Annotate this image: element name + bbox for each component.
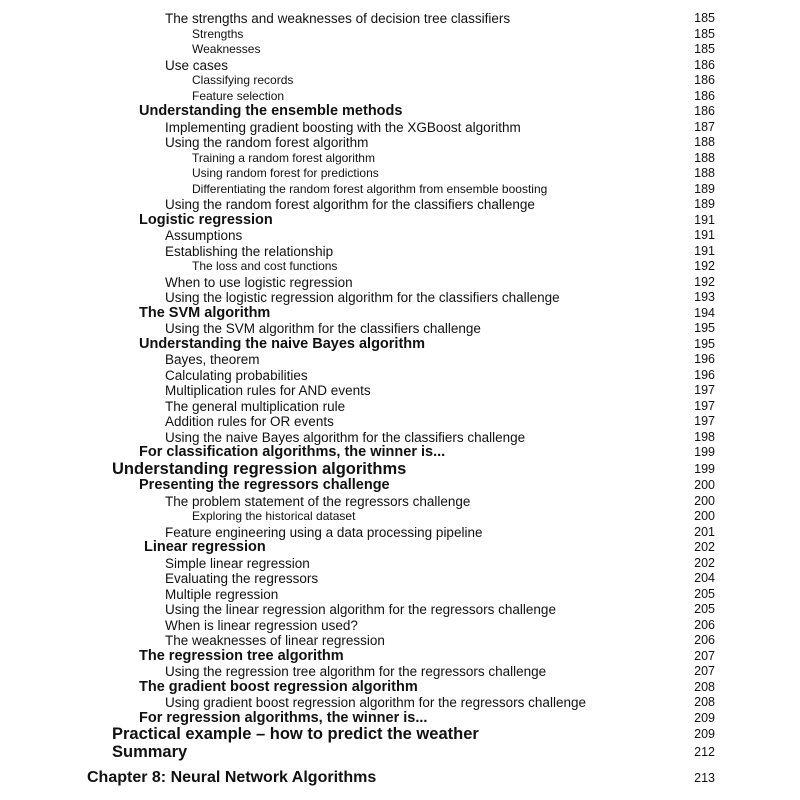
toc-entry-title: Weaknesses [192, 42, 261, 56]
toc-entry-page-number: 208 [694, 679, 715, 694]
toc-entry-page-number: 209 [694, 727, 715, 741]
toc-entry[interactable] [0, 306, 800, 322]
toc-entry-page-number: 189 [694, 197, 715, 211]
toc-entry[interactable] [0, 445, 800, 461]
toc-entry[interactable] [0, 478, 800, 494]
toc-entry-title: The regression tree algorithm [139, 647, 344, 664]
toc-entry[interactable] [0, 368, 800, 384]
toc-entry-page-number: 191 [694, 212, 715, 227]
toc-entry-title: Implementing gradient boosting with the XGBoost algorithm [165, 119, 521, 135]
toc-entry-title: Evaluating the regressors [165, 571, 319, 586]
toc-entry-page-number: 185 [694, 26, 715, 41]
toc-entry[interactable] [0, 27, 800, 43]
toc-entry[interactable] [0, 461, 800, 479]
toc-entry-title: Exploring the historical dataset [192, 509, 356, 523]
toc-entry-title: Multiplication rules for AND events [165, 383, 371, 398]
toc-entry-title: Understanding regression algorithms [112, 459, 407, 478]
toc-entry-page-number: 206 [694, 633, 715, 647]
toc-entry-page-number: 196 [694, 367, 715, 382]
toc-entry-title: Understanding the ensemble methods [139, 103, 403, 119]
toc-entry-page-number: 185 [694, 42, 715, 56]
toc-entry[interactable] [0, 58, 800, 74]
toc-entry-title: Using gradient boost regression algorithm for the regressors challenge [165, 695, 586, 710]
toc-entry-title: Practical example – how to predict the weather [112, 725, 479, 743]
toc-entry[interactable] [0, 228, 800, 244]
toc-entry[interactable] [0, 290, 800, 306]
toc-entry-page-number: 195 [694, 321, 715, 335]
toc-entry[interactable] [0, 120, 800, 136]
toc-entry-page-number: 198 [694, 429, 715, 444]
toc-entry-page-number: 186 [694, 104, 715, 118]
toc-entry-title: Chapter 8: Neural Network Algorithms [87, 769, 377, 786]
toc-entry[interactable] [0, 197, 800, 213]
toc-entry[interactable] [0, 166, 800, 182]
toc-entry[interactable] [0, 135, 800, 151]
toc-entry[interactable] [0, 602, 800, 618]
toc-entry[interactable] [0, 509, 800, 525]
toc-entry-title: Using the random forest algorithm [165, 135, 369, 150]
toc-entry-title: When to use logistic regression [165, 274, 353, 290]
toc-entry-title: Multiple regression [165, 586, 279, 602]
toc-entry[interactable] [0, 73, 800, 89]
toc-entry-page-number: 209 [694, 710, 715, 725]
toc-entry-title: For classification algorithms, the winner is... [139, 444, 446, 460]
toc-entry-page-number: 212 [694, 744, 715, 759]
toc-entry[interactable] [0, 587, 800, 603]
toc-entry-page-number: 200 [694, 493, 715, 508]
toc-entry[interactable] [0, 89, 800, 105]
toc-entry[interactable] [0, 321, 800, 337]
toc-entry[interactable] [0, 618, 800, 634]
toc-entry[interactable] [0, 556, 800, 572]
toc-entry-page-number: 200 [694, 509, 715, 523]
toc-entry-title: Summary [112, 742, 188, 761]
toc-entry-page-number: 191 [694, 243, 715, 258]
toc-entry-page-number: 197 [694, 383, 715, 397]
toc-chapter-entry[interactable] [0, 765, 800, 791]
toc-entry-title: The loss and cost functions [192, 259, 338, 273]
toc-entry-page-number: 191 [694, 228, 715, 242]
toc-entry[interactable] [0, 399, 800, 415]
toc-entry-page-number: 208 [694, 695, 715, 709]
toc-entry[interactable] [0, 540, 800, 556]
toc-entry[interactable] [0, 383, 800, 399]
toc-entry[interactable] [0, 259, 800, 275]
toc-entry[interactable] [0, 42, 800, 58]
toc-entry[interactable] [0, 430, 800, 446]
toc-entry-page-number: 194 [694, 305, 715, 320]
toc-entry-title: For regression algorithms, the winner is... [139, 709, 428, 726]
toc-entry[interactable] [0, 695, 800, 711]
toc-entry-title: Logistic regression [139, 211, 273, 228]
toc-entry[interactable] [0, 744, 800, 762]
toc-entry[interactable] [0, 352, 800, 368]
toc-entry-page-number: 188 [694, 135, 715, 149]
toc-entry-title: The strengths and weaknesses of decision tree classifiers [165, 11, 511, 26]
toc-entry-page-number: 206 [694, 617, 715, 632]
toc-entry-page-number: 186 [694, 57, 715, 72]
toc-entry[interactable] [0, 494, 800, 510]
toc-entry-page-number: 188 [694, 150, 715, 165]
toc-entry-title: Assumptions [165, 228, 243, 243]
toc-entry-title: The general multiplication rule [165, 398, 346, 414]
toc-entry-page-number: 202 [694, 555, 715, 570]
toc-entry-title: Using the naive Bayes algorithm for the classifiers challenge [165, 429, 526, 445]
toc-entry-page-number: 204 [694, 571, 715, 585]
toc-entry-title: Linear regression [144, 539, 266, 555]
toc-entry[interactable] [0, 633, 800, 649]
toc-entry-page-number: 205 [694, 602, 715, 616]
toc-entry-page-number: 187 [694, 119, 715, 134]
toc-entry-page-number: 197 [694, 398, 715, 413]
toc-entry-title: Bayes, theorem [165, 352, 260, 367]
toc-entry[interactable] [0, 275, 800, 291]
toc-entry[interactable] [0, 726, 800, 744]
toc-entry[interactable] [0, 213, 800, 229]
toc-entry[interactable] [0, 680, 800, 696]
toc-entry-page-number: 189 [694, 181, 715, 196]
toc-entry-title: Addition rules for OR events [165, 414, 334, 429]
toc-entry-page-number: 195 [694, 336, 715, 351]
toc-entry-title: Using the random forest algorithm for the classifiers challenge [165, 197, 535, 212]
toc-entry-title: The weaknesses of linear regression [165, 633, 385, 648]
toc-entry-title: Calculating probabilities [165, 367, 308, 383]
toc-entry-page-number: 188 [694, 166, 715, 180]
toc-entry[interactable] [0, 571, 800, 587]
toc-entry[interactable] [0, 414, 800, 430]
toc-entry-title: Using the regression tree algorithm for the regressors challenge [165, 664, 547, 679]
toc-entry[interactable] [0, 182, 800, 198]
toc-entry[interactable] [0, 244, 800, 260]
toc-entry-title: Simple linear regression [165, 555, 310, 571]
toc-entry-page-number: 201 [694, 524, 715, 539]
toc-entry-title: Establishing the relationship [165, 243, 334, 259]
toc-entry-page-number: 199 [694, 461, 715, 476]
toc-entry[interactable] [0, 151, 800, 167]
toc-entry-page-number: 197 [694, 414, 715, 428]
toc-entry-title: Using the logistic regression algorithm for the classifiers challenge [165, 290, 560, 305]
toc-entry-title: Understanding the naive Bayes algorithm [139, 335, 426, 352]
toc-entry-title: Classifying records [192, 73, 294, 87]
toc-entry-page-number: 213 [694, 771, 715, 785]
toc-entry-title: When is linear regression used? [165, 617, 358, 633]
toc-entry-title: Using the SVM algorithm for the classifiers challenge [165, 321, 481, 336]
toc-entry-page-number: 202 [694, 540, 715, 554]
toc-entry-title: The problem statement of the regressors challenge [165, 493, 471, 509]
toc-entry-page-number: 200 [694, 478, 715, 492]
toc-entry-page-number: 185 [694, 11, 715, 25]
toc-entry[interactable] [0, 525, 800, 541]
toc-entry-page-number: 207 [694, 648, 715, 663]
toc-entry-page-number: 192 [694, 274, 715, 289]
toc-entry-title: Differentiating the random forest algorithm from ensemble boosting [192, 181, 548, 196]
toc-entry-page-number: 196 [694, 352, 715, 366]
toc-entry[interactable] [0, 104, 800, 120]
toc-entry-page-number: 186 [694, 73, 715, 87]
toc-entry-title: Using the linear regression algorithm for the regressors challenge [165, 602, 556, 617]
toc-entry-page-number: 186 [694, 88, 715, 103]
table-of-contents [0, 11, 800, 791]
toc-entry-page-number: 193 [694, 290, 715, 304]
toc-entry-page-number: 192 [694, 259, 715, 273]
toc-entry-title: Presenting the regressors challenge [139, 477, 390, 493]
toc-entry[interactable] [0, 649, 800, 665]
toc-entry[interactable] [0, 337, 800, 353]
toc-entry[interactable] [0, 11, 800, 27]
toc-entry-title: Training a random forest algorithm [192, 150, 375, 165]
toc-entry-page-number: 205 [694, 586, 715, 601]
toc-entry-title: Feature selection [192, 88, 285, 103]
toc-entry[interactable] [0, 664, 800, 680]
toc-entry-title: Use cases [165, 57, 229, 73]
toc-entry-title: The SVM algorithm [139, 304, 271, 321]
toc-entry-title: The gradient boost regression algorithm [139, 678, 418, 695]
toc-entry-page-number: 207 [694, 664, 715, 678]
toc-entry-title: Feature engineering using a data processing pipeline [165, 524, 483, 540]
toc-entry-title: Strengths [192, 26, 244, 41]
toc-entry-page-number: 199 [694, 445, 715, 459]
toc-entry-title: Using random forest for predictions [192, 166, 379, 180]
toc-entry[interactable] [0, 711, 800, 727]
